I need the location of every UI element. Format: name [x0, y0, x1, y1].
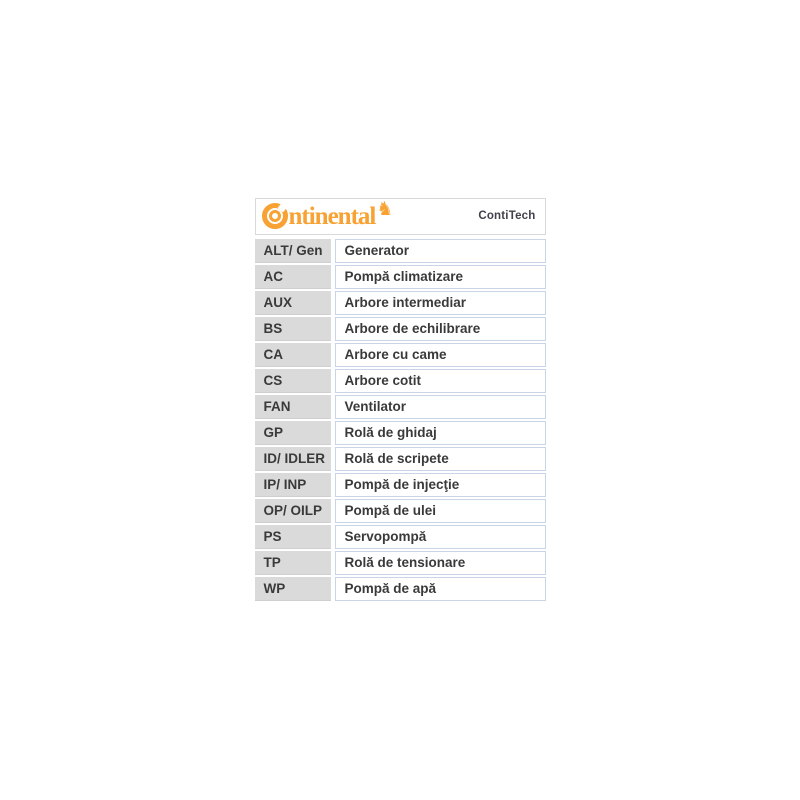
- term-cell: [331, 499, 546, 523]
- table-row: [255, 421, 546, 445]
- table-row: [255, 395, 546, 419]
- abbr-cell: GP: [255, 421, 331, 445]
- term-cell: [331, 317, 546, 341]
- term-text: Pompă de ulei: [335, 499, 546, 523]
- term-cell: [331, 265, 546, 289]
- continental-logo: [262, 197, 394, 230]
- logo-c-icon: [262, 203, 288, 229]
- table-row: [255, 525, 546, 549]
- legend-card: [255, 198, 546, 603]
- table-row: [255, 499, 546, 523]
- abbr-cell: AUX: [255, 291, 331, 315]
- term-text: Rolă de scripete: [335, 447, 546, 471]
- term-text: Ventilator: [335, 395, 546, 419]
- term-cell: [331, 551, 546, 575]
- legend-table-body: [255, 239, 546, 601]
- horse-icon: ♞: [376, 197, 394, 220]
- table-row: [255, 369, 546, 393]
- term-text: Arbore de echilibrare: [335, 317, 546, 341]
- term-text: Pompă de apă: [335, 577, 546, 601]
- abbr-cell: FAN: [255, 395, 331, 419]
- table-row: [255, 343, 546, 367]
- term-cell: [331, 421, 546, 445]
- table-row: [255, 447, 546, 471]
- table-row: [255, 265, 546, 289]
- abbr-cell: OP/ OILP: [255, 499, 331, 523]
- term-cell: [331, 395, 546, 419]
- table-row: [255, 291, 546, 315]
- term-cell: [331, 473, 546, 497]
- term-cell: [331, 369, 546, 393]
- term-text: Arbore cu came: [335, 343, 546, 367]
- abbr-cell: ALT/ Gen: [255, 239, 331, 263]
- abbr-cell: AC: [255, 265, 331, 289]
- term-text: Arbore cotit: [335, 369, 546, 393]
- contitech-label: ContiTech: [478, 210, 536, 222]
- term-cell: [331, 343, 546, 367]
- abbr-cell: ID/ IDLER: [255, 447, 331, 471]
- table-row: [255, 577, 546, 601]
- term-text: Pompă climatizare: [335, 265, 546, 289]
- abbr-cell: TP: [255, 551, 331, 575]
- term-text: Arbore intermediar: [335, 291, 546, 315]
- term-text: Rolă de ghidaj: [335, 421, 546, 445]
- abbr-cell: CA: [255, 343, 331, 367]
- abbr-cell: IP/ INP: [255, 473, 331, 497]
- table-row: [255, 551, 546, 575]
- brand-header: [255, 198, 546, 235]
- term-cell: [331, 525, 546, 549]
- term-text: Servopompă: [335, 525, 546, 549]
- legend-table: [255, 237, 546, 603]
- logo-wordmark-tail: ntinental: [288, 203, 376, 230]
- term-text: Pompă de injecţie: [335, 473, 546, 497]
- term-cell: [331, 577, 546, 601]
- abbr-cell: BS: [255, 317, 331, 341]
- term-cell: [331, 291, 546, 315]
- term-text: Rolă de tensionare: [335, 551, 546, 575]
- table-row: [255, 317, 546, 341]
- abbr-cell: WP: [255, 577, 331, 601]
- table-row: [255, 473, 546, 497]
- term-cell: [331, 447, 546, 471]
- table-row: [255, 239, 546, 263]
- logo-o-icon: [269, 210, 281, 222]
- abbr-cell: CS: [255, 369, 331, 393]
- abbr-cell: PS: [255, 525, 331, 549]
- term-cell: [331, 239, 546, 263]
- term-text: Generator: [335, 239, 546, 263]
